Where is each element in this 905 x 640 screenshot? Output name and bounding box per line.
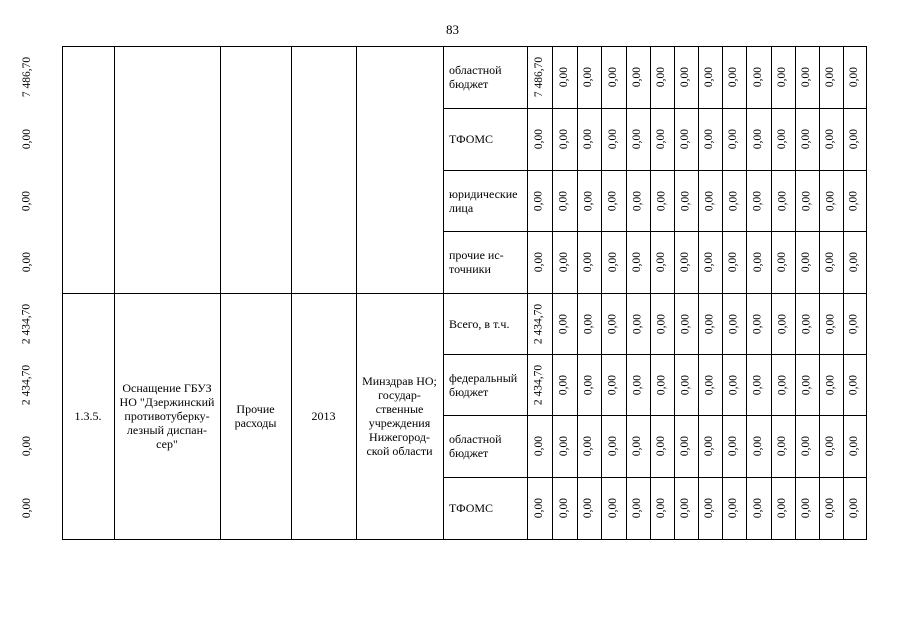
amount-cell: 0,00 bbox=[606, 435, 619, 457]
page-number: 83 bbox=[446, 22, 459, 37]
amount-cell: 0,00 bbox=[847, 313, 860, 334]
amount-cell: 0,00 bbox=[703, 497, 715, 519]
amount-cell: 0,00 bbox=[751, 190, 764, 211]
funding-source-label: ТФОМС bbox=[449, 501, 494, 515]
amount-cell: 0,00 bbox=[582, 374, 594, 395]
amount-cell: 0,00 bbox=[703, 66, 715, 88]
amount-cell: 0,00 bbox=[776, 128, 788, 150]
amount-cell: 0,00 bbox=[606, 374, 619, 395]
item-number bbox=[64, 46, 112, 293]
amount-cell: 0,00 bbox=[655, 374, 667, 395]
amount-cell: 0,00 bbox=[776, 435, 788, 457]
year bbox=[293, 46, 354, 293]
amount-cell: 0,00 bbox=[776, 374, 788, 395]
funding-source-label: Всего, в т.ч. bbox=[449, 316, 510, 331]
amount-cell: 0,00 bbox=[800, 374, 812, 395]
amount-cell: 2 434,70 bbox=[532, 303, 545, 344]
funding-source-label: областной бюджет bbox=[449, 63, 502, 91]
amount-cell: 0,00 bbox=[727, 497, 739, 519]
amount-cell: 0,00 bbox=[557, 435, 570, 457]
amount-cell: 0,00 bbox=[800, 313, 812, 334]
amount-cell: 0,00 bbox=[703, 374, 715, 395]
amount-cell: 0,00 bbox=[606, 313, 619, 334]
amount-cell: 0,00 bbox=[582, 251, 594, 273]
amount-cell: 0,00 bbox=[679, 190, 691, 211]
funding-source-label: юридические лица bbox=[449, 186, 518, 215]
amount-cell: 0,00 bbox=[679, 374, 691, 395]
amount-cell: 0,00 bbox=[800, 128, 812, 150]
amount-cell: 0,00 bbox=[631, 313, 643, 334]
amount-cell: 0,00 bbox=[655, 66, 667, 88]
amount-cell: 2 434,70 bbox=[20, 364, 33, 405]
amount-cell: 0,00 bbox=[703, 251, 715, 273]
amount-cell: 0,00 bbox=[679, 497, 691, 519]
amount-cell: 0,00 bbox=[557, 313, 570, 334]
amount-cell: 2 434,70 bbox=[532, 364, 545, 405]
amount-cell: 0,00 bbox=[824, 435, 836, 457]
amount-cell: 0,00 bbox=[703, 313, 715, 334]
amount-cell: 0,00 bbox=[557, 374, 570, 395]
funding-source-label: ТФОМС bbox=[449, 132, 494, 146]
expense-type: Прочие расходы bbox=[234, 402, 277, 430]
amount-cell: 0,00 bbox=[655, 313, 667, 334]
amount-cell: 0,00 bbox=[20, 190, 33, 211]
table-horizontal-rule bbox=[62, 539, 867, 540]
amount-cell: 0,00 bbox=[631, 128, 643, 150]
executor: Минздрав НО; государ-ственные учреждения Нижегород-ской области bbox=[362, 374, 437, 458]
amount-cell: 0,00 bbox=[824, 497, 836, 519]
amount-cell: 0,00 bbox=[532, 435, 545, 457]
amount-cell: 0,00 bbox=[21, 251, 33, 273]
amount-cell: 0,00 bbox=[557, 128, 570, 150]
amount-cell: 0,00 bbox=[532, 497, 545, 519]
amount-cell: 0,00 bbox=[847, 190, 860, 211]
amount-cell: 0,00 bbox=[824, 251, 836, 273]
amount-cell: 0,00 bbox=[751, 374, 764, 395]
amount-cell: 0,00 bbox=[655, 435, 667, 457]
amount-cell: 0,00 bbox=[606, 497, 619, 519]
amount-cell: 0,00 bbox=[557, 190, 570, 211]
amount-cell: 0,00 bbox=[582, 128, 594, 150]
item-number: 1.3.5. bbox=[74, 409, 102, 423]
amount-cell: 0,00 bbox=[21, 435, 33, 457]
amount-cell: 0,00 bbox=[751, 66, 764, 88]
funding-source-label: федеральный бюджет bbox=[449, 370, 518, 399]
amount-cell: 0,00 bbox=[21, 497, 33, 519]
executor bbox=[359, 46, 440, 293]
amount-cell: 0,00 bbox=[824, 128, 836, 150]
amount-cell: 0,00 bbox=[679, 435, 691, 457]
amount-cell: 0,00 bbox=[800, 190, 812, 211]
amount-cell: 0,00 bbox=[679, 313, 691, 334]
item-name bbox=[118, 46, 216, 293]
amount-cell: 0,00 bbox=[824, 190, 836, 211]
amount-cell: 0,00 bbox=[847, 128, 860, 150]
amount-cell: 0,00 bbox=[582, 66, 594, 88]
amount-cell: 0,00 bbox=[557, 66, 570, 88]
amount-cell: 0,00 bbox=[800, 497, 812, 519]
amount-cell: 0,00 bbox=[727, 313, 739, 334]
amount-cell: 0,00 bbox=[631, 497, 643, 519]
amount-cell: 0,00 bbox=[606, 66, 619, 88]
amount-cell: 0,00 bbox=[776, 190, 788, 211]
amount-cell: 0,00 bbox=[679, 251, 691, 273]
year: 2013 bbox=[311, 409, 336, 423]
amount-cell: 0,00 bbox=[582, 313, 594, 334]
amount-cell: 0,00 bbox=[800, 251, 812, 273]
amount-cell: 0,00 bbox=[800, 66, 812, 88]
amount-cell: 0,00 bbox=[727, 251, 739, 273]
amount-cell: 0,00 bbox=[751, 128, 764, 150]
amount-cell: 0,00 bbox=[847, 251, 860, 273]
amount-cell: 0,00 bbox=[631, 66, 643, 88]
amount-cell: 0,00 bbox=[557, 251, 570, 273]
amount-cell: 0,00 bbox=[776, 313, 788, 334]
amount-cell: 0,00 bbox=[776, 251, 788, 273]
amount-cell: 0,00 bbox=[703, 435, 715, 457]
amount-cell: 0,00 bbox=[582, 190, 594, 211]
amount-cell: 0,00 bbox=[751, 497, 764, 519]
amount-cell: 7 486,70 bbox=[532, 56, 545, 98]
amount-cell: 0,00 bbox=[847, 66, 860, 88]
amount-cell: 0,00 bbox=[751, 251, 764, 273]
amount-cell: 0,00 bbox=[679, 66, 691, 88]
amount-cell: 0,00 bbox=[606, 190, 619, 211]
amount-cell: 0,00 bbox=[751, 435, 764, 457]
amount-cell: 0,00 bbox=[727, 374, 739, 395]
expense-type bbox=[224, 46, 287, 293]
amount-cell: 0,00 bbox=[776, 497, 788, 519]
amount-cell: 0,00 bbox=[606, 128, 619, 150]
amount-cell: 0,00 bbox=[532, 251, 545, 273]
amount-cell: 0,00 bbox=[21, 128, 33, 150]
amount-cell: 0,00 bbox=[847, 497, 860, 519]
amount-cell: 0,00 bbox=[631, 435, 643, 457]
amount-cell: 0,00 bbox=[751, 313, 764, 334]
amount-cell: 0,00 bbox=[679, 128, 691, 150]
funding-source-label: прочие ис-точники bbox=[449, 248, 504, 276]
amount-cell: 0,00 bbox=[631, 251, 643, 273]
amount-cell: 0,00 bbox=[847, 435, 860, 457]
amount-cell: 7 486,70 bbox=[21, 56, 33, 98]
amount-cell: 0,00 bbox=[703, 128, 715, 150]
amount-cell: 0,00 bbox=[824, 313, 836, 334]
amount-cell: 0,00 bbox=[582, 435, 594, 457]
amount-cell: 0,00 bbox=[557, 497, 570, 519]
amount-cell: 0,00 bbox=[824, 374, 836, 395]
amount-cell: 0,00 bbox=[847, 374, 860, 395]
amount-cell: 0,00 bbox=[703, 190, 715, 211]
amount-cell: 0,00 bbox=[727, 128, 739, 150]
amount-cell: 0,00 bbox=[776, 66, 788, 88]
amount-cell: 0,00 bbox=[824, 66, 836, 88]
amount-cell: 0,00 bbox=[655, 251, 667, 273]
amount-cell: 0,00 bbox=[532, 190, 545, 211]
amount-cell: 0,00 bbox=[631, 190, 643, 211]
item-name: Оснащение ГБУЗ НО "Дзержинский противотуберку-лезный диспан-сер" bbox=[119, 381, 215, 451]
amount-cell: 0,00 bbox=[727, 190, 739, 211]
amount-cell: 0,00 bbox=[727, 66, 739, 88]
amount-cell: 0,00 bbox=[606, 251, 619, 273]
amount-cell: 0,00 bbox=[582, 497, 594, 519]
funding-source-label: областной бюджет bbox=[449, 432, 502, 460]
amount-cell: 0,00 bbox=[532, 128, 545, 150]
amount-cell: 0,00 bbox=[727, 435, 739, 457]
amount-cell: 0,00 bbox=[655, 497, 667, 519]
amount-cell: 2 434,70 bbox=[20, 303, 33, 344]
amount-cell: 0,00 bbox=[631, 374, 643, 395]
amount-cell: 0,00 bbox=[655, 190, 667, 211]
amount-cell: 0,00 bbox=[655, 128, 667, 150]
amount-cell: 0,00 bbox=[800, 435, 812, 457]
